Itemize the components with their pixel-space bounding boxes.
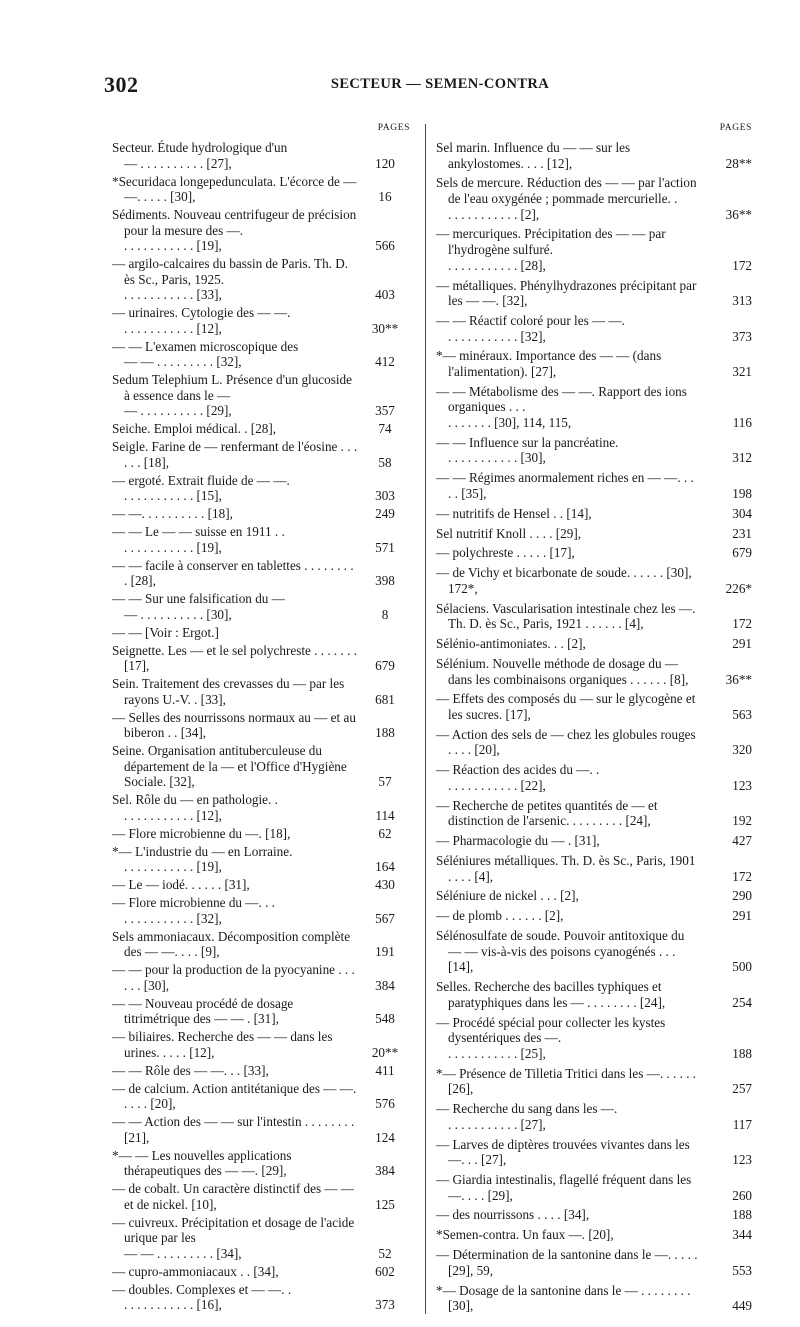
entry-page-number: 191: [375, 944, 395, 960]
entry-page-number: 249: [375, 506, 395, 522]
entry-text: Sel nutritif Knoll . . . . [29],: [436, 525, 582, 541]
index-entry: [436, 348, 752, 379]
entry-page-number: 548: [375, 1011, 395, 1027]
index-entry: [436, 1137, 752, 1168]
index-entry: [112, 1063, 410, 1079]
index-entry: [112, 743, 410, 790]
entry-page-number: 563: [732, 707, 752, 722]
entry-page-number: 567: [375, 910, 395, 926]
page-header: [104, 72, 754, 102]
entry-page-number: 30**: [371, 320, 399, 336]
index-entry: [436, 798, 752, 829]
entry-page-number: 398: [375, 573, 395, 589]
entry-text: — Réaction des acides du —. . . . . . . . . . . . . [22],: [436, 762, 600, 793]
index-entry: [436, 384, 752, 431]
entry-text: Sélénosulfate de soude. Pouvoir antitoxique du — — vis-à-vis des poisons cyanogénés . . . [14],: [436, 928, 688, 975]
index-entry: [112, 1215, 410, 1262]
entry-page-number: 500: [732, 959, 752, 975]
index-entry: [112, 421, 410, 437]
entry-text: — mercuriques. Précipitation des — — par l'hydrogène sulfuré. . . . . . . . . . . . [28],: [436, 226, 666, 273]
entry-page-number: 28**: [725, 155, 752, 171]
index-entry: [436, 1172, 752, 1203]
index-entry: [112, 676, 410, 707]
page-number: 302: [104, 72, 139, 97]
running-title: SECTEUR — SEMEN-CONTRA: [330, 76, 550, 92]
index-entry: [436, 226, 752, 273]
entry-text: *— L'industrie du — en Lorraine. . . . . . . . . . . . [19],: [112, 843, 293, 875]
entry-page-number: 304: [732, 505, 752, 521]
entry-page-number: 188: [375, 725, 395, 741]
index-entry: [112, 844, 410, 875]
entry-text: Sein. Traitement des crevasses du — par les rayons U.-V. . [33],: [112, 676, 348, 707]
entry-page-number: 172: [732, 868, 752, 884]
entry-text: Seiche. Emploi médical. . [28],: [112, 421, 277, 437]
entry-page-number: 124: [375, 1129, 395, 1145]
entry-text: — Recherche de petites quantités de — et distinction de l'arsenic. . . . . . . . . [24],: [436, 797, 661, 829]
index-entry: [112, 558, 410, 589]
entry-page-number: 679: [375, 658, 395, 674]
entry-text: — Le — iodé. . . . . . [31],: [112, 877, 250, 893]
index-entry: [436, 656, 752, 687]
entry-text: Sel. Rôle du — en pathologie. . . . . . . . . . . . . [12],: [112, 792, 278, 823]
index-entry: [112, 1181, 410, 1212]
index-entry: [436, 908, 752, 924]
index-entry: [436, 435, 752, 466]
entry-text: — Flore microbienne du —. . . . . . . . . . . . . . [32],: [112, 895, 275, 926]
entry-page-number: 384: [375, 977, 395, 993]
entry-text: — Recherche du sang dans les —. . . . . . . . . . . . [27],: [436, 1101, 618, 1132]
left-entry-list: [112, 140, 410, 1313]
entry-page-number: 449: [732, 1298, 752, 1314]
index-entry: [436, 506, 752, 522]
entry-page-number: 373: [732, 328, 752, 344]
index-entry: [436, 979, 752, 1010]
entry-text: — Pharmacologie du — . [31],: [436, 833, 600, 849]
entry-text: *— minéraux. Importance des — — (dans l'alimentation). [27],: [436, 348, 665, 379]
index-entry: [112, 339, 410, 370]
entry-page-number: 257: [732, 1081, 752, 1097]
entry-text: — Effets des composés du — sur le glycogène et les sucres. [17],: [436, 691, 699, 722]
entry-page-number: 430: [375, 877, 395, 893]
entry-page-number: 357: [375, 403, 395, 419]
index-entry: [436, 601, 752, 632]
index-entry: [436, 545, 752, 561]
entry-text: — Détermination de la santonine dans le —. . . . . [29], 59,: [436, 1247, 701, 1278]
entry-text: — Procédé spécial pour collecter les kystes dysentériques des —. . . . . . . . . . . . [25],: [436, 1014, 666, 1061]
index-entry: [436, 1101, 752, 1132]
index-entry: [436, 1247, 752, 1278]
entry-text: — — facile à conserver en tablettes . . . . . . . . . [28],: [112, 557, 357, 589]
entry-page-number: 427: [732, 833, 752, 849]
index-entry: [436, 278, 752, 309]
entry-text: — cuivreux. Précipitation et dosage de l'acide urique par les — — . . . . . . . . . [34],: [112, 1214, 355, 1262]
entry-text: Seigle. Farine de — renfermant de l'éosine . . . . . . [18],: [112, 439, 361, 470]
entry-text: — — Le — — suisse en 1911 . . . . . . . . . . . . . [19],: [112, 524, 285, 555]
index-entry: [112, 207, 410, 254]
entry-text: Sedum Telephium L. Présence d'un glucoside à essence dans le — — . . . . . . . . . . [29],: [112, 372, 353, 419]
entry-text: — — Influence sur la pancréatine. . . . . . . . . . . . [30],: [436, 434, 619, 466]
entry-text: — — Réactif coloré pour les — —. . . . . . . . . . . . [32],: [436, 312, 625, 344]
index-entry: [112, 643, 410, 674]
left-column: [112, 124, 410, 1314]
index-entry: [112, 826, 410, 842]
entry-page-number: 303: [375, 488, 395, 504]
entry-text: — — Action des — — sur l'intestin . . . . . . . . [21],: [112, 1114, 358, 1145]
index-entry: [436, 928, 752, 975]
index-entry: [436, 833, 752, 849]
right-column: [436, 124, 752, 1314]
entry-text: Sélénio-antimoniates. . . [2],: [436, 636, 586, 652]
entry-page-number: 117: [732, 1116, 752, 1132]
entry-text: Sélaciens. Vascularisation intestinale chez les —. Th. D. ès Sc., Paris, 1921 . . . . . . [4],: [436, 600, 699, 632]
entry-page-number: 62: [378, 825, 392, 841]
entry-page-number: 8: [381, 606, 389, 622]
entry-page-number: 553: [732, 1262, 752, 1278]
entry-page-number: 602: [375, 1263, 395, 1279]
entry-page-number: 164: [375, 859, 395, 875]
column-divider: [425, 124, 426, 1314]
entry-page-number: 411: [375, 1062, 395, 1078]
index-entry: [112, 710, 410, 741]
entry-text: *Semen-contra. Un faux —. [20],: [436, 1227, 614, 1243]
index-entry: [112, 1029, 410, 1060]
entry-text: — Flore microbienne du —. [18],: [112, 825, 291, 841]
index-entry: [112, 174, 410, 205]
entry-page-number: 116: [732, 415, 752, 430]
entry-text: Seine. Organisation antituberculeuse du département de la — et l'Office d'Hygiène Sociale. [32],: [112, 743, 351, 790]
entry-page-number: 172: [732, 616, 752, 632]
index-entry: [436, 140, 752, 171]
entry-page-number: 172: [732, 257, 752, 273]
entry-page-number: 188: [732, 1045, 752, 1061]
index-entry: [436, 175, 752, 222]
entry-text: Séléniure de nickel . . . [2],: [436, 888, 579, 904]
index-entry: [436, 762, 752, 793]
index-entry: [112, 372, 410, 419]
index-entry: [112, 1148, 410, 1179]
entry-page-number: 226*: [725, 580, 752, 596]
entry-page-number: 344: [732, 1227, 752, 1243]
index-entry: [112, 929, 410, 960]
index-entry: [436, 691, 752, 722]
entry-text: — doubles. Complexes et — —. . . . . . . . . . . . . [16],: [112, 1281, 292, 1313]
entry-text: — de plomb . . . . . . [2],: [436, 908, 564, 924]
entry-text: *— Présence de Tilletia Tritici dans les —. . . . . . [26],: [436, 1065, 700, 1097]
entry-page-number: 192: [732, 813, 752, 829]
entry-text: Sélénium. Nouvelle méthode de dosage du — dans les combinaisons organiques . . . . . . [8],: [436, 655, 689, 687]
entry-page-number: 566: [375, 238, 395, 254]
entry-text: — polychreste . . . . . [17],: [436, 545, 575, 561]
entry-page-number: 576: [375, 1096, 395, 1112]
entry-text: — — pour la production de la pyocyanine . . . . . . [30],: [112, 962, 359, 993]
entry-page-number: 254: [732, 994, 752, 1010]
entry-page-number: 123: [732, 777, 752, 793]
index-entry: [436, 853, 752, 884]
index-entry: [112, 256, 410, 303]
index-entry: [112, 1282, 410, 1313]
entry-page-number: 52: [378, 1246, 392, 1262]
entry-page-number: 20**: [371, 1044, 399, 1060]
entry-text: — Larves de diptères trouvées vivantes dans les —. . . [27],: [436, 1136, 694, 1168]
entry-text: — — L'examen microscopique des — — . . . . . . . . . [32],: [112, 338, 299, 370]
index-entry: [436, 1015, 752, 1062]
entry-text: Secteur. Étude hydrologique d'un — . . . . . . . . . . [27],: [112, 140, 288, 171]
index-entry: [112, 792, 410, 823]
index-entry: [436, 636, 752, 652]
index-entry: [112, 305, 410, 336]
entry-page-number: 373: [375, 1297, 395, 1313]
index-entry: [112, 473, 410, 504]
entry-page-number: 125: [375, 1196, 395, 1212]
index-entry: [436, 1283, 752, 1314]
index-entry: [112, 962, 410, 993]
entry-text: — métalliques. Phénylhydrazones précipitant par les — —. [32],: [436, 277, 700, 309]
entry-page-number: 291: [732, 636, 752, 652]
entry-text: — Giardia intestinalis, flagellé fréquent dans les —. . . . [29],: [436, 1171, 695, 1203]
entry-text: — — Régimes anormalement riches en — —. . . . . [35],: [436, 470, 698, 501]
entry-text: Sel marin. Influence du — — sur les ankylostomes. . . . [12],: [436, 140, 634, 171]
entry-text: — ergoté. Extrait fluide de — —. . . . . . . . . . . . [15],: [112, 472, 290, 504]
right-entry-list: [436, 140, 752, 1314]
index-entry: [436, 313, 752, 344]
entry-text: Sels de mercure. Réduction des — — par l'action de l'eau oxygénée ; pommade mercurielle. . . . . . . . . . . . . [2],: [436, 175, 697, 222]
entry-text: *— Dosage de la santonine dans le — . . . . . . . . [30],: [436, 1282, 694, 1314]
index-entry: [112, 140, 410, 171]
entry-page-number: 320: [732, 742, 752, 758]
entry-text: Sédiments. Nouveau centrifugeur de précision pour la mesure des —. . . . . . . . . . . . [19],: [112, 207, 357, 254]
entry-text: Seignette. Les — et le sel polychreste . . . . . . . [17],: [112, 642, 361, 674]
index-entry: [112, 506, 410, 522]
entry-text: — Selles des nourrissons normaux au — et au biberon . . [34],: [112, 709, 360, 741]
entry-page-number: 321: [732, 363, 752, 379]
index-entry: [112, 524, 410, 555]
entry-page-number: 679: [732, 545, 752, 561]
index-entry: [436, 1207, 752, 1223]
entry-text: — — [Voir : Ergot.]: [112, 624, 219, 640]
entry-text: — de cobalt. Un caractère distinctif des — — et de nickel. [10],: [112, 1181, 358, 1212]
entry-page-number: 123: [732, 1152, 752, 1168]
index-entry: [112, 1264, 410, 1280]
entry-text: — Action des sels de — chez les globules rouges . . . . [20],: [436, 726, 699, 758]
index-entry: [436, 1227, 752, 1243]
entry-text: — — Sur une falsification du — — . . . . . . . . . . [30],: [112, 591, 285, 622]
entry-page-number: 58: [378, 454, 392, 470]
entry-text: — —. . . . . . . . . . [18],: [112, 506, 233, 522]
entry-text: — de calcium. Action antitétanique des — —. . . . . [20],: [112, 1080, 360, 1112]
entry-text: — de Vichy et bicarbonate de soude. . . . . . [30], 172*,: [436, 565, 695, 596]
entry-page-number: 36**: [725, 206, 752, 222]
entry-text: Selles. Recherche des bacilles typhiques et paratyphiques dans les — . . . . . . . . [24],: [436, 979, 666, 1010]
entry-text: Séléniures métalliques. Th. D. ès Sc., Paris, 1901 . . . . [4],: [436, 853, 699, 884]
entry-text: — des nourrissons . . . . [34],: [436, 1207, 590, 1223]
index-entry: [112, 1081, 410, 1112]
index-entry: [112, 996, 410, 1027]
index-entry: [436, 470, 752, 501]
index-entry: [436, 565, 752, 596]
entry-page-number: 36**: [725, 671, 752, 687]
pages-column-header: PAGES: [377, 123, 410, 133]
entry-page-number: 313: [732, 293, 752, 309]
entry-page-number: 231: [732, 525, 752, 541]
pages-column-header: PAGES: [719, 123, 752, 133]
entry-page-number: 681: [375, 691, 395, 707]
entry-text: — — Rôle des — —. . . [33],: [112, 1062, 269, 1078]
entry-text: — nutritifs de Hensel . . [14],: [436, 505, 592, 521]
entry-page-number: 260: [732, 1187, 752, 1203]
index-entry: [436, 888, 752, 904]
entry-page-number: 290: [732, 888, 752, 904]
entry-page-number: 403: [375, 287, 395, 303]
index-entry: [436, 727, 752, 758]
index-entry: [112, 625, 410, 641]
entry-text: — biliaires. Recherche des — — dans les urines. . . . . [12],: [112, 1029, 336, 1060]
entry-page-number: 57: [378, 774, 392, 790]
entry-page-number: 384: [375, 1163, 395, 1179]
entry-page-number: 412: [375, 354, 395, 370]
index-entry: [112, 1114, 410, 1145]
entry-page-number: 198: [732, 485, 752, 501]
entry-page-number: 120: [375, 155, 395, 171]
index-entry: [112, 895, 410, 926]
index-entry: [112, 591, 410, 622]
index-entry: [436, 1066, 752, 1097]
entry-page-number: 16: [378, 189, 392, 205]
entry-page-number: 188: [732, 1207, 752, 1223]
index-entry: [112, 439, 410, 470]
entry-page-number: 571: [375, 539, 395, 555]
entry-text: *Securidaca longepedunculata. L'écorce de — —. . . . . [30],: [112, 173, 360, 205]
entry-page-number: 291: [732, 908, 752, 924]
entry-page-number: 114: [375, 807, 395, 823]
entry-text: — — Métabolisme des — —. Rapport des ions organiques . . . . . . . . . . [30], 114, 115,: [436, 383, 687, 430]
index-entry: [112, 877, 410, 893]
entry-text: — cupro-ammoniacaux . . [34],: [112, 1263, 279, 1279]
entry-text: Sels ammoniacaux. Décomposition complète des — —. . . . [9],: [112, 928, 354, 960]
entry-text: *— — Les nouvelles applications thérapeutiques des — —. [29],: [112, 1147, 295, 1179]
entry-page-number: 312: [732, 450, 752, 466]
entry-page-number: 74: [378, 421, 392, 437]
entry-text: — — Nouveau procédé de dosage titrimétrique des — — . [31],: [112, 995, 297, 1027]
index-entry: [436, 526, 752, 542]
entry-text: — urinaires. Cytologie des — —. . . . . . . . . . . . [12],: [112, 305, 291, 336]
entry-text: — argilo-calcaires du bassin de Paris. Th. D. ès Sc., Paris, 1925. . . . . . . . . . . . [33],: [112, 256, 349, 303]
